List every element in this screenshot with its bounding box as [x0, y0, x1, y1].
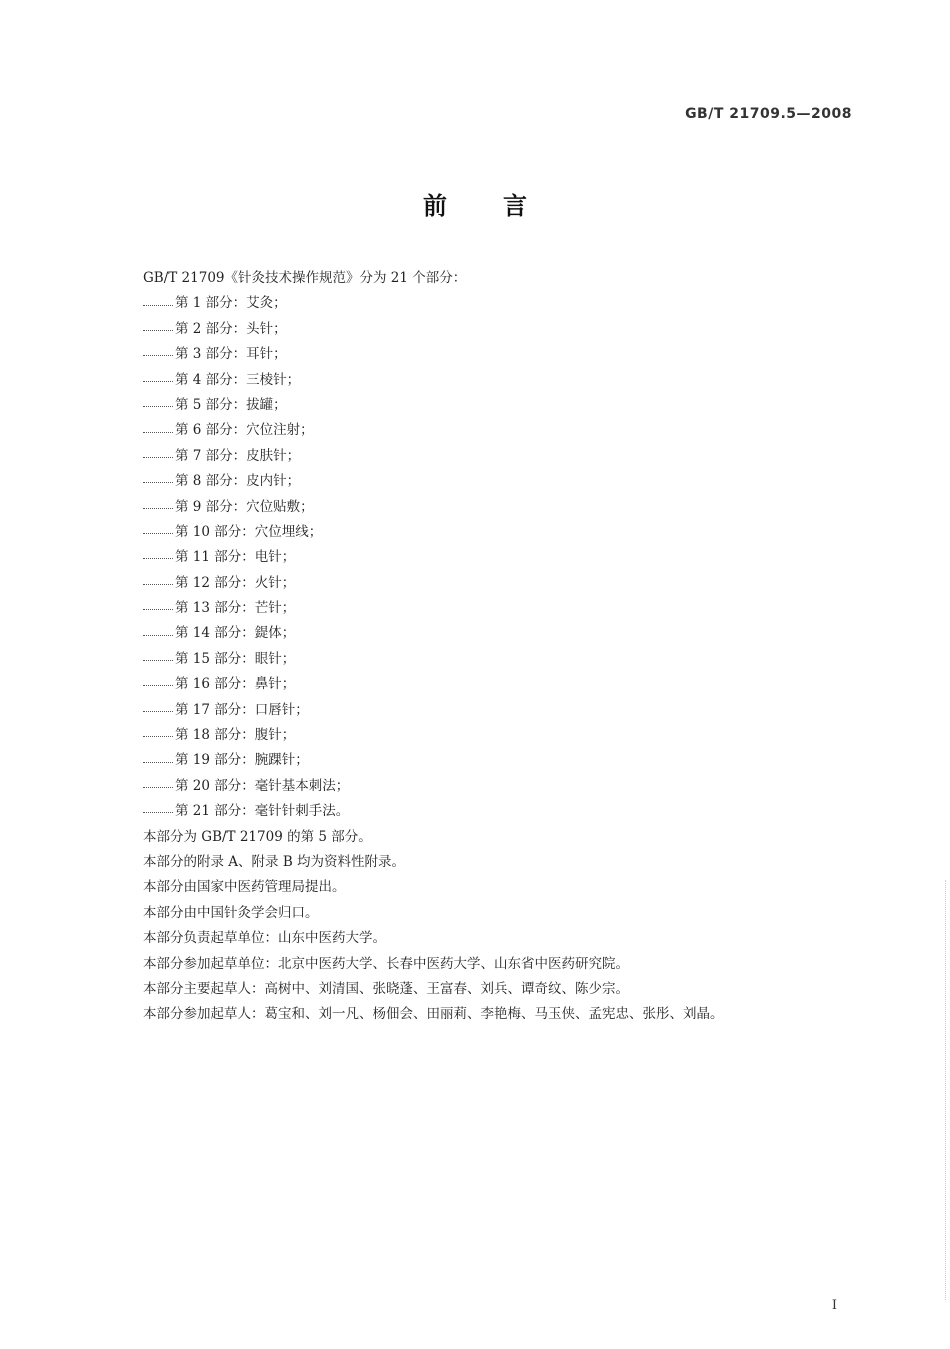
part-item: [143, 342, 843, 367]
part-item: [143, 647, 843, 672]
part-item: [143, 799, 843, 824]
part-text: 第 21 部分：毫针针刺手法。: [175, 803, 350, 820]
page-title: [0, 186, 950, 221]
leader-dash: [143, 736, 173, 737]
part-text: 第 3 部分：耳针；: [175, 346, 287, 363]
page-number: I: [831, 1298, 837, 1313]
leader-dash: [143, 558, 173, 559]
part-item: [143, 368, 843, 393]
part-item: [143, 748, 843, 773]
part-text: 第 6 部分：穴位注射；: [175, 422, 314, 439]
part-text: 第 15 部分：眼针；: [175, 650, 296, 667]
statement-line: 本部分参加起草单位：北京中医药大学、长春中医药大学、山东省中医药研究院。: [143, 955, 629, 972]
part-text: 第 9 部分：穴位贴敷；: [175, 498, 314, 515]
statement-line: 本部分由中国针灸学会归口。: [143, 904, 319, 921]
leader-dash: [143, 355, 173, 356]
leader-dash: [143, 787, 173, 788]
leader-dash: [143, 609, 173, 610]
part-item: [143, 672, 843, 697]
part-text: 第 14 部分：鍉体；: [175, 625, 296, 642]
part-text: 第 2 部分：头针；: [175, 320, 287, 337]
part-item: [143, 393, 843, 418]
leader-dash: [143, 381, 173, 382]
leader-dash: [143, 406, 173, 407]
part-item: [143, 317, 843, 342]
leader-dash: [143, 584, 173, 585]
part-text: 第 11 部分：电针；: [175, 549, 296, 566]
leader-dash: [143, 305, 173, 306]
intro-line: GB/T 21709《针灸技术操作规范》分为 21 个部分：: [143, 270, 467, 286]
leader-dash: [143, 635, 173, 636]
part-text: 第 12 部分：火针；: [175, 574, 296, 591]
part-item: [143, 520, 843, 545]
scan-edge-divider: [945, 880, 947, 1300]
part-item: [143, 291, 843, 316]
leader-dash: [143, 508, 173, 509]
part-item: [143, 571, 843, 596]
part-item: [143, 621, 843, 646]
part-text: 第 13 部分：芒针；: [175, 600, 296, 617]
leader-dash: [143, 482, 173, 483]
standard-code: GB/T 21709.5—2008: [685, 106, 852, 122]
leader-dash: [143, 432, 173, 433]
title-char-1: 前: [423, 192, 447, 220]
statement-line: 本部分主要起草人：高树中、刘清国、张晓蓬、王富春、刘兵、谭奇纹、陈少宗。: [143, 980, 629, 997]
leader-dash: [143, 711, 173, 712]
leader-dash: [143, 330, 173, 331]
leader-dash: [143, 457, 173, 458]
part-text: 第 1 部分：艾灸；: [175, 295, 287, 312]
foreword-body: [143, 266, 843, 1028]
statement-line: 本部分为 GB/T 21709 的第 5 部分。: [143, 828, 372, 845]
part-text: 第 10 部分：穴位埋线；: [175, 523, 323, 540]
part-text: 第 8 部分：皮内针；: [175, 473, 301, 490]
leader-dash: [143, 660, 173, 661]
part-item: [143, 495, 843, 520]
part-item: [143, 444, 843, 469]
leader-dash: [143, 533, 173, 534]
part-item: [143, 596, 843, 621]
statement-line: 本部分负责起草单位：山东中医药大学。: [143, 930, 386, 947]
part-item: [143, 545, 843, 570]
leader-dash: [143, 762, 173, 763]
part-item: [143, 698, 843, 723]
leader-dash: [143, 685, 173, 686]
part-text: 第 16 部分：鼻针；: [175, 676, 296, 693]
part-text: 第 20 部分：毫针基本刺法；: [175, 777, 350, 794]
leader-dash: [143, 812, 173, 813]
part-text: 第 17 部分：口唇针；: [175, 701, 309, 718]
statement-line: 本部分由国家中医药管理局提出。: [143, 879, 346, 896]
title-char-2: 言: [503, 192, 527, 220]
part-item: [143, 418, 843, 443]
statement-line: 本部分参加起草人：葛宝和、刘一凡、杨佃会、田丽莉、李艳梅、马玉侠、孟宪忠、张彤、刘晶。: [143, 1006, 724, 1023]
part-item: [143, 723, 843, 748]
part-text: 第 19 部分：腕踝针；: [175, 752, 309, 769]
part-text: 第 4 部分：三棱针；: [175, 371, 301, 388]
part-text: 第 7 部分：皮肤针；: [175, 447, 301, 464]
part-item: [143, 469, 843, 494]
part-text: 第 18 部分：腹针；: [175, 727, 296, 744]
statement-line: 本部分的附录 A、附录 B 均为资料性附录。: [143, 853, 406, 870]
part-item: [143, 774, 843, 799]
part-text: 第 5 部分：拔罐；: [175, 396, 287, 413]
